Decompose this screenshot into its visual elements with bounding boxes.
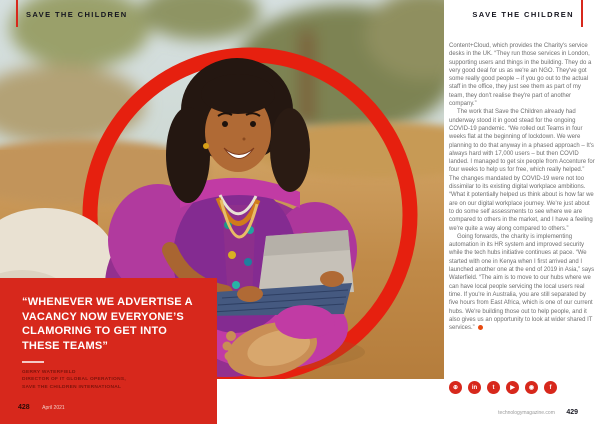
left-header-label: SAVE THE CHILDREN	[26, 10, 128, 19]
attribution-org: SAVE THE CHILDREN INTERNATIONAL	[22, 384, 122, 390]
facebook-icon[interactable]: f	[544, 381, 557, 394]
right-header-label: SAVE THE CHILDREN	[472, 10, 574, 19]
website-icon[interactable]: ⊕	[449, 381, 462, 394]
quote-attribution	[22, 369, 205, 391]
attribution-name: GERRY WATERFIELD	[22, 370, 76, 375]
instagram-icon[interactable]: ◉	[525, 381, 538, 394]
end-of-article-icon	[478, 325, 483, 330]
article-paragraph	[449, 233, 595, 333]
left-page-footer	[18, 396, 65, 414]
social-icon-row	[449, 381, 557, 394]
header-red-bar-left	[16, 0, 18, 27]
article-paragraph: The work that Save the Children already had underway stood it in good stead for the ongoing COVID-19 pandemic. “We rolled out Teams in four weeks flat at the beginning of lockdown. We were planning to do that anyway in a phased approach – It's always hard with 17,000 users – but then COVID landed. I managed to get six people from Accenture for four weeks to help us for free, which really helped.” The changes mandated by COVID-19 were not too dissimilar to its existing digital workplace ambitions. “What it potentially helped us think about is how far we are on our digital workplace journey. We're just about to do some self assessments to see where we are compared to others in the market, and I have a feeling we're quite a way along compared to others.”	[449, 109, 595, 232]
header-red-bar-right	[581, 0, 583, 27]
article-paragraph-text: Going forwards, the charity is implementing automation in its HR system and improved security while the tech hubs initiative continues at pace. “We started with one in Kenya when I first arrived and I launched another one at the end of 2019 in Asia,” says Waterfield. “The aim is to move to our hubs where we can have local people servicing the local users real time. If you're in Australia, you are still separated by five hours from East Africa, which is one of our current hubs. We're building those out to help people, and it also gives us an opportunity to look at wider shared IT services.”	[449, 233, 595, 332]
twitter-icon[interactable]: t	[487, 381, 500, 394]
article-paragraph: Content+Cloud, which provides the Charity's service desks in the UK. “They run those services in London, supporting users and things in the building. They do a very good deal for us as we're an NGO. They've got some really good people – if you go out to the actual staff in the office, they just see them as part of my team, they don't realise they're part of another company.”	[449, 43, 592, 108]
quote-panel	[0, 278, 217, 424]
left-page-number: 428	[18, 404, 30, 411]
right-page-footer	[498, 401, 578, 419]
right-page-number: 429	[566, 409, 578, 416]
magazine-website-link[interactable]: technologymagazine.com	[498, 410, 555, 416]
article-column	[449, 42, 595, 332]
youtube-icon[interactable]: ▶	[506, 381, 519, 394]
pull-quote: “WHENEVER WE ADVERTISE A VACANCY NOW EVERYONE’S CLAMORING TO GET INTO THESE TEAMS”	[22, 296, 193, 352]
quote-divider	[22, 361, 44, 363]
issue-date: April 2021	[42, 405, 65, 411]
linkedin-icon[interactable]: in	[468, 381, 481, 394]
attribution-title: DIRECTOR OF IT GLOBAL OPERATIONS,	[22, 377, 126, 383]
